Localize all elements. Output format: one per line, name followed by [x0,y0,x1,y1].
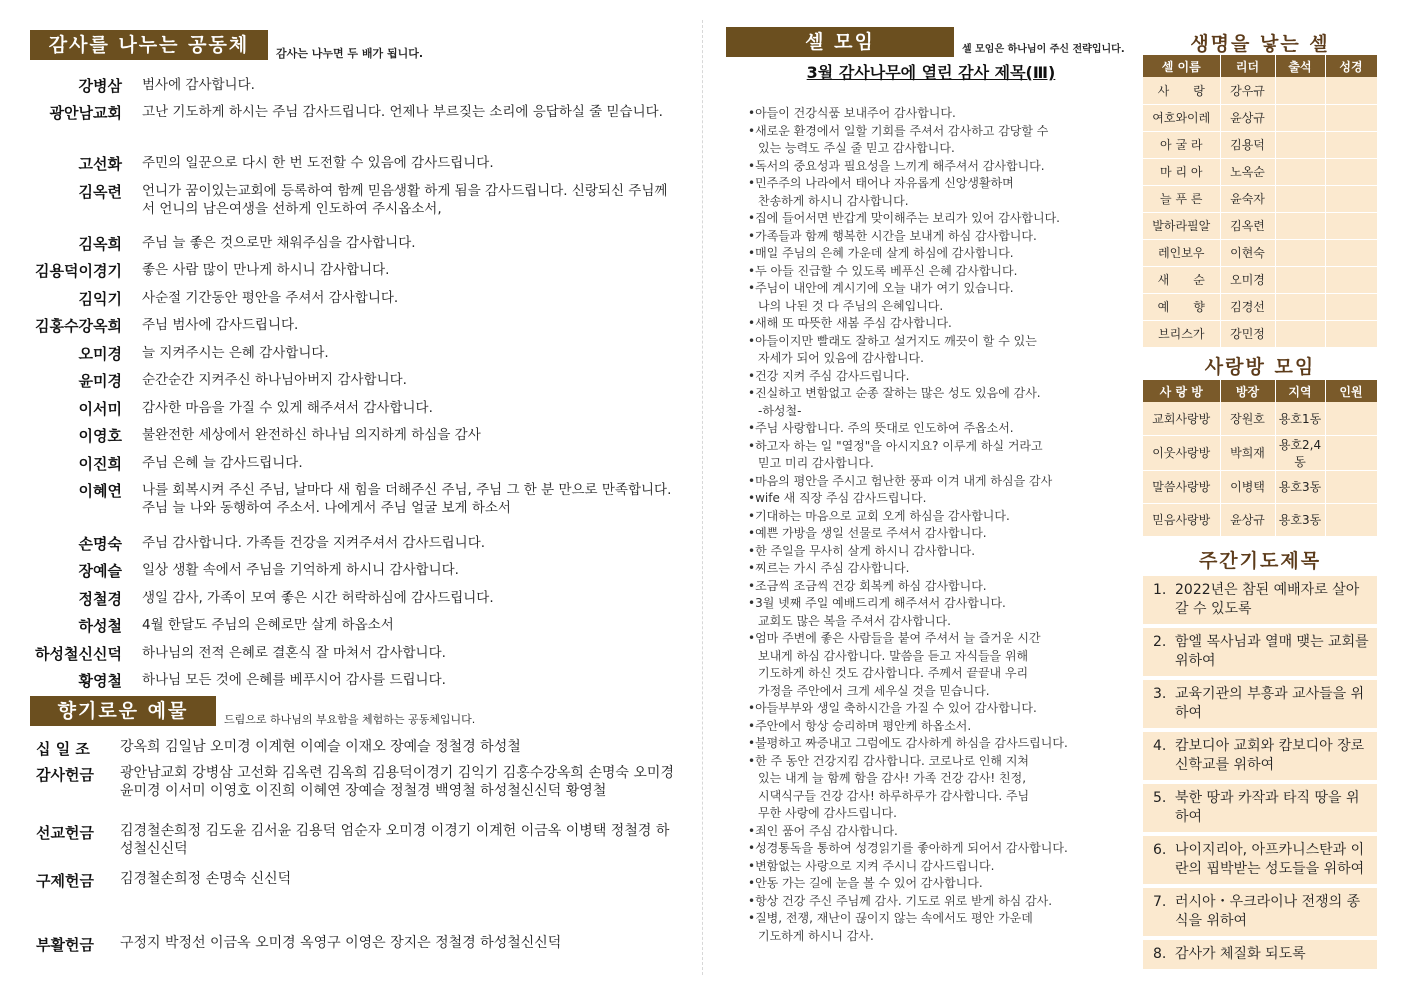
bullet-dot: • [748,526,756,540]
table-cell [1275,212,1325,239]
thanks-name: 강병삼 [78,77,122,95]
cell-thanks-item [748,840,1128,858]
table-cell: 믿음사랑방 [1143,503,1220,536]
cell-thanks-text: 조금씩 조금씩 건강 회복케 하심 감사합니다. [755,578,987,593]
bullet-dot: • [748,491,756,505]
table-cell [1325,435,1377,470]
cell-thanks-item [748,735,1128,753]
cell-thanks-text: wife 새 직장 주심 감사드립니다. [755,491,927,505]
table-cell: 김옥련 [1220,212,1275,239]
prayer-text: 북한 땅과 카작과 타직 땅을 위하여 [1175,790,1360,825]
cell-thanks-item [748,245,1128,263]
cell-thanks-text: 주님이 내안에 계시기에 오늘 내가 여기 있습니다. 나의 나된 것 다 주님의 은혜입니다. [755,281,1014,313]
table-header-cell: 리더 [1220,55,1275,77]
thanks-text: 사순절 기간동안 평안을 주셔서 감사합니다. [142,290,399,306]
bullet-dot: • [748,596,756,610]
prayer-number: 4. [1153,738,1167,754]
table-cell: 이병택 [1220,470,1275,503]
bullet-dot: • [748,578,756,593]
table-cell: 마 리 아 [1143,158,1220,185]
cell-thanks-text: 하고자 하는 일 "열정"을 아시지요? 이루게 하실 거라고 믿고 미리 감사합니다. [755,438,1043,470]
prayer-list [1143,576,1377,973]
offering-label: 부활헌금 [36,936,94,954]
cell-thanks-item [748,543,1128,561]
cell-thanks-item [748,595,1128,630]
cell-thanks-item [748,578,1128,596]
love-room-table [1143,380,1378,537]
bullet-dot: • [748,841,756,855]
prayer-text: 러시아・우크라이나 전쟁의 종식을 위하여 [1175,894,1361,929]
thanks-text: 일상 생활 속에서 주님을 기억하게 하시니 감사합니다. [142,562,459,578]
cell-thanks-text: 예쁜 가방을 생일 선물로 주셔서 감사합니다. [755,526,987,540]
cell-thanks-text: 가족들과 함께 행복한 시간을 보내게 하심 감사합니다. [755,228,1037,243]
cell-thanks-text: 마음의 평안을 주시고 험난한 풍파 이겨 내게 하심을 감사 [755,473,1053,488]
thanks-text: 주님 범사에 감사드립니다. [142,317,299,333]
life-cell-row [1143,77,1377,104]
life-cell-row [1143,212,1377,239]
cell-thanks-item [748,210,1128,228]
cell-thanks-item [748,858,1128,876]
table-cell: 새 순 [1143,266,1220,293]
cell-thanks-text: 질병, 전쟁, 재난이 끊이지 않는 속에서도 평안 가운데 기도하게 하시니 감사. [755,911,1033,943]
cell-thanks-text: 새로운 환경에서 일할 기회를 주셔서 감사하고 감당할 수 있는 능력도 주실 줄 믿고 감사합니다. [755,123,1049,155]
table-cell [1275,104,1325,131]
life-cell-header-row [1143,55,1377,77]
table-cell: 브리스가 [1143,320,1220,347]
cell-thanks-item [748,560,1128,578]
thanks-text: 늘 지켜주시는 은혜 감사합니다. [142,345,329,361]
cell-thanks-item [748,525,1128,543]
cell-thanks-item [748,175,1128,210]
cell-thanks-item [748,123,1128,158]
bullet-dot: • [748,158,756,173]
bullet-dot: • [748,333,756,348]
bullet-dot: • [748,736,756,750]
table-cell: 장원호 [1220,402,1275,435]
cell-thanks-item [748,875,1128,893]
prayer-number: 3. [1153,686,1167,702]
love-room-row [1143,435,1377,470]
thanks-text: 주님 늘 좋은 것으로만 채워주심을 감사합니다. [142,235,416,251]
thanks-text: 주님 감사합니다. 가족들 건강을 지켜주셔서 감사드립니다. [142,535,486,551]
thanks-name: 오미경 [78,345,122,363]
table-cell: 강우규 [1220,77,1275,104]
table-cell: 사 랑 [1143,77,1220,104]
cell-thanks-text: 변함없는 사랑으로 지켜 주시니 감사드립니다. [755,858,995,873]
prayer-number: 8. [1153,946,1167,962]
thanks-name: 하성철 [78,617,122,635]
table-cell: 예 향 [1143,293,1220,320]
bullet-dot: • [748,176,756,190]
thanks-name: 장예슬 [78,562,122,580]
bullet-dot: • [748,876,756,890]
offering-label: 선교헌금 [36,824,94,842]
prayer-text: 나이지리아, 아프카니스탄과 이란의 핍박받는 성도들을 위하여 [1175,842,1365,877]
offering-label: 구제헌금 [36,872,94,890]
table-cell: 이웃사랑방 [1143,435,1220,470]
love-room-header-row [1143,380,1377,402]
page-divider [702,20,703,975]
thanks-text: 4월 한달도 주님의 은혜로만 살게 하옵소서 [142,617,394,633]
prayer-item [1143,940,1377,969]
thanks-name: 손명숙 [78,535,122,553]
life-cell-row [1143,185,1377,212]
cell-thanks-text: 한 주일을 무사히 살게 하시니 감사합니다. [755,543,976,558]
cell-thanks-item [748,263,1128,281]
cell-thanks-text: 아들이지만 빨래도 잘하고 설거지도 깨끗이 할 수 있는 자세가 되어 있음에 감사합니다. [755,333,1037,365]
table-cell [1275,131,1325,158]
cell-thanks-item [748,438,1128,473]
table-header-cell: 성경 [1325,55,1377,77]
table-header-cell: 사 랑 방 [1143,380,1220,402]
cell-thanks-item [748,368,1128,386]
bullet-dot: • [748,858,756,873]
cell-thanks-text: 주안에서 항상 승리하며 평안케 하옵소서. [755,718,972,733]
cell-thanks-item [748,508,1128,526]
table-cell: 용호3동 [1275,470,1325,503]
life-cell-row [1143,239,1377,266]
bullet-dot: • [748,228,756,243]
table-cell: 김경선 [1220,293,1275,320]
cell-thanks-item [748,105,1128,123]
cell-thanks-text: 진실하고 변함없고 순종 잘하는 많은 성도 있음에 감사. -하성철- [755,386,1041,418]
thanks-name: 하성철신신덕 [35,645,122,663]
thanks-text: 언니가 꿈이있는교회에 등록하여 함께 믿음생활 하게 됨을 감사드립니다. 신랑되신 주님께서 언니의 남은여생을 선하게 인도하여 주시옵소서, [142,183,668,217]
table-cell: 레인보우 [1143,239,1220,266]
bullet-dot: • [748,123,756,138]
thanks-name: 김용덕이경기 [35,262,122,280]
table-cell [1275,185,1325,212]
bullet-dot: • [748,368,756,383]
table-header-cell: 인원 [1325,380,1377,402]
cell-thanks-text: 불평하고 짜증내고 그럼에도 감사하게 하심을 감사드립니다. [755,736,1068,750]
table-cell: 용호1동 [1275,402,1325,435]
cell-thanks-text: 항상 건강 주신 주님께 감사. 기도로 위로 받게 하심 감사. [755,893,1053,908]
cell-thanks-text: 건강 지켜 주심 감사드립니다. [755,368,910,383]
thanks-name: 이영호 [78,427,122,445]
prayer-item [1143,628,1377,676]
prayer-text: 캄보디아 교회와 캄보디아 장로신학교를 위하여 [1175,738,1365,773]
thanks-text: 주민의 일꾼으로 다시 한 번 도전할 수 있음에 감사드립니다. [142,155,494,171]
table-cell: 오미경 [1220,266,1275,293]
table-cell [1275,320,1325,347]
bullet-dot: • [748,211,756,225]
thanks-name: 이서미 [78,400,122,418]
prayer-item [1143,784,1377,832]
table-header-cell: 셀 이름 [1143,55,1220,77]
cell-thanks-item [748,910,1128,945]
thanks-text: 좋은 사람 많이 만나게 하시니 감사합니다. [142,262,390,278]
table-cell: 윤상규 [1220,503,1275,536]
thanks-text: 고난 기도하게 하시는 주님 감사드립니다. 언제나 부르짖는 소리에 응답하실 줄 믿습니다. [142,104,663,120]
table-cell: 늘 푸 른 [1143,185,1220,212]
cell-thanks-list [748,105,1128,945]
cell-thanks-text: 찌르는 가시 주심 감사합니다. [755,561,910,575]
prayer-number: 7. [1153,894,1167,910]
cell-thanks-text: 기대하는 마음으로 교회 오게 하심을 감사합니다. [755,508,1010,523]
prayer-text: 감사가 체질화 되도록 [1175,946,1306,962]
table-cell [1275,77,1325,104]
table-cell: 김용덕 [1220,131,1275,158]
offering-names: 광안남교회 강병삼 고선화 김옥련 김옥희 김용덕이경기 김익기 김홍수강옥희 손명숙 오미경 윤미경 이서미 이영호 이진희 이혜연 장예슬 정철경 백영철 하성철신신덕 황영철 [120,765,674,799]
cell-thanks-text: 아들부부와 생일 축하시간을 가질 수 있어 감사합니다. [755,701,1037,715]
bullet-dot: • [748,263,756,278]
thanks-name: 황영철 [78,672,122,690]
bullet-dot: • [748,753,756,768]
thanks-name: 고선화 [78,155,122,173]
table-cell [1325,158,1377,185]
thanks-name: 광안남교회 [49,104,122,122]
life-cell-row [1143,320,1377,347]
bullet-dot: • [748,438,756,453]
bullet-dot: • [748,911,756,925]
thanks-text: 주님 은혜 늘 감사드립니다. [142,455,303,471]
table-cell: 발하라필알 [1143,212,1220,239]
love-room-row [1143,402,1377,435]
life-cell-table [1143,55,1378,348]
table-cell [1325,185,1377,212]
prayer-item [1143,836,1377,884]
bullet-dot: • [748,421,756,435]
table-cell: 윤숙자 [1220,185,1275,212]
cell-thanks-text: 독서의 중요성과 필요성을 느끼게 해주셔서 감사합니다. [755,158,1045,173]
cell-thanks-text: 안동 가는 길에 눈을 볼 수 있어 감사합니다. [755,876,983,890]
thanks-name: 김옥련 [78,183,122,201]
cell-thanks-text: 민주주의 나라에서 태어나 자유롭게 신앙생활하며 찬송하게 하시니 감사합니다. [755,176,1014,208]
cell-section-subtitle: 셀 모임은 하나님이 주신 전략입니다. [962,44,1125,55]
table-header-cell: 지역 [1275,380,1325,402]
thanks-section-subtitle: 감사는 나누면 두 배가 됩니다. [276,47,424,60]
bullet-dot: • [748,701,756,715]
cell-thanks-item [748,630,1128,700]
thanks-text: 나를 회복시켜 주신 주님, 날마다 새 힘을 더해주신 주님, 주님 그 한 분 만으로 만족합니다. 주님 늘 나와 동행하여 주소서. 나에게서 주님 얼굴 보게 하소서 [142,482,672,516]
cell-thanks-text: 새해 또 따뜻한 새봄 주심 감사합니다. [755,316,952,330]
thanks-name: 김홍수강옥희 [35,317,122,335]
bullet-dot: • [748,718,756,733]
table-cell [1325,77,1377,104]
thanks-section-title: 감사를 나누는 공동체 [30,30,268,60]
life-cell-row [1143,266,1377,293]
bullet-dot: • [748,473,756,488]
cell-thanks-item [748,420,1128,438]
table-cell [1275,239,1325,266]
life-cell-title: 생명을 낳는 셀 [1190,33,1330,55]
bullet-dot: • [748,386,756,400]
table-cell: 용호3동 [1275,503,1325,536]
cell-thanks-item [748,473,1128,491]
table-cell [1325,212,1377,239]
cell-thanks-text: 한 주 동안 건강지킴 감사합니다. 코로나로 인해 지쳐 있는 내게 늘 함께 함을 감사! 가족 건강 감사! 친정, 시댁식구들 건강 감사! 하루하루가 감사합니다. 주님 무한 사랑에 감사드립니다. [755,753,1030,820]
table-header-cell: 출석 [1275,55,1325,77]
prayer-number: 2. [1153,634,1167,650]
table-cell [1325,293,1377,320]
table-cell [1325,104,1377,131]
table-cell [1275,266,1325,293]
offering-names: 구정지 박정선 이금옥 오미경 옥영구 이영은 장지은 정철경 하성철신신덕 [120,935,562,951]
cell-thanks-text: 성경통독을 통하여 성경읽기를 좋아하게 되어서 감사합니다. [755,841,1068,855]
bullet-dot: • [748,561,756,575]
life-cell-row [1143,104,1377,131]
life-cell-row [1143,158,1377,185]
prayer-item [1143,732,1377,780]
offering-names: 김경철손희정 손명숙 신신덕 [120,871,292,887]
cell-thanks-item [748,385,1128,420]
cell-thanks-item [748,158,1128,176]
table-cell: 말씀사랑방 [1143,470,1220,503]
table-cell [1325,320,1377,347]
table-cell: 이현숙 [1220,239,1275,266]
bullet-dot: • [748,281,756,295]
offering-names: 강옥희 김일남 오미경 이계현 이예슬 이재오 장예슬 정철경 하성철 [120,739,521,755]
cell-thanks-item [748,490,1128,508]
table-cell: 윤상규 [1220,104,1275,131]
cell-thanks-text: 죄인 품어 주심 감사합니다. [755,823,898,838]
bullet-dot: • [748,631,756,645]
cell-thanks-text: 집에 들어서면 반갑게 맞이해주는 보리가 있어 감사합니다. [755,211,1060,225]
offering-label: 감사헌금 [36,766,94,784]
table-header-cell: 방장 [1220,380,1275,402]
table-cell [1325,131,1377,158]
thanks-text: 감사한 마음을 가질 수 있게 해주셔서 감사합니다. [142,400,433,416]
cell-thanks-item [748,333,1128,368]
prayer-text: 교육기관의 부흥과 교사들을 위하여 [1175,686,1365,721]
prayer-item [1143,888,1377,936]
cell-thanks-item [748,700,1128,718]
cell-thanks-text: 주님 사랑합니다. 주의 뜻대로 인도하여 주옵소서. [755,421,1014,435]
cell-thanks-item [748,228,1128,246]
table-cell [1275,158,1325,185]
table-cell [1325,402,1377,435]
table-cell: 박희재 [1220,435,1275,470]
table-cell: 강민정 [1220,320,1275,347]
thanks-name: 김익기 [78,290,122,308]
thanks-text: 생일 감사, 가족이 모여 좋은 시간 허락하심에 감사드립니다. [142,590,494,606]
bullet-dot: • [748,246,756,260]
thanks-text: 순간순간 지켜주신 하나님아버지 감사합니다. [142,372,407,388]
prayer-number: 1. [1153,582,1167,598]
bullet-dot: • [748,823,756,838]
thanks-name: 정철경 [78,590,122,608]
prayer-number: 6. [1153,842,1167,858]
thanks-name: 윤미경 [78,372,122,390]
thanks-text: 하나님의 전적 은혜로 결혼식 잘 마쳐서 감사합니다. [142,645,446,661]
offering-section-subtitle: 드림으로 하나님의 부요함을 체험하는 공동체입니다. [224,713,476,726]
prayer-text: 2022년은 참된 예배자로 살아갈 수 있도록 [1175,582,1360,617]
cell-heading: 3월 감사나무에 열린 감사 제목(Ⅲ) [806,63,1056,82]
thanks-text: 불완전한 세상에서 완전하신 하나님 의지하게 하심을 감사 [142,427,481,443]
cell-thanks-item [748,315,1128,333]
bullet-dot: • [748,508,756,523]
table-cell: 여호와이레 [1143,104,1220,131]
cell-thanks-text: 아들이 건강식품 보내주어 감사합니다. [755,106,956,120]
thanks-text: 하나님 모든 것에 은혜를 베푸시어 감사를 드립니다. [142,672,446,688]
table-cell [1275,293,1325,320]
cell-thanks-text: 엄마 주변에 좋은 사람들을 붙여 주셔서 늘 즐거운 시간 보내게 하심 감사합니다. 말씀을 듣고 자식들을 위해 기도하게 하신 것도 감사합니다. 주께서 끝끝내 우리 가정을 주안에서 크게 세우실 것을 믿습니다. [755,631,1041,698]
cell-thanks-item [748,718,1128,736]
table-cell [1325,503,1377,536]
bullet-dot: • [748,543,756,558]
table-cell: 노옥순 [1220,158,1275,185]
thanks-name: 김옥희 [78,235,122,253]
cell-thanks-text: 매일 주님의 은혜 가운데 살게 하심에 감사합니다. [755,246,1014,260]
table-cell [1325,266,1377,293]
cell-section-title: 셀 모임 [726,27,954,57]
bullet-dot: • [748,316,756,330]
thanks-name: 이혜연 [78,482,122,500]
prayer-title: 주간기도제목 [1198,550,1322,572]
cell-thanks-item [748,823,1128,841]
love-room-row [1143,503,1377,536]
table-cell [1325,470,1377,503]
prayer-item [1143,576,1377,624]
thanks-name: 이진희 [78,455,122,473]
table-cell: 용호2,4동 [1275,435,1325,470]
bullet-dot: • [748,106,756,120]
life-cell-row [1143,131,1377,158]
prayer-number: 5. [1153,790,1167,806]
table-cell [1325,239,1377,266]
offering-names: 김경철손희정 김도윤 김서윤 김용덕 엄순자 오미경 이경기 이계헌 이금옥 이병택 정철경 하성철신신덕 [120,823,670,857]
cell-thanks-text: 3월 넷째 주일 예배드리게 해주셔서 감사합니다. 교회도 많은 복을 주셔서 감사합니다. [755,596,1006,628]
cell-thanks-item [748,753,1128,823]
table-cell: 교회사랑방 [1143,402,1220,435]
prayer-text: 함엘 목사님과 열매 맺는 교회를 위하여 [1175,634,1369,669]
life-cell-row [1143,293,1377,320]
cell-thanks-item [748,893,1128,911]
table-cell: 아 굴 라 [1143,131,1220,158]
love-room-title: 사랑방 모임 [1204,356,1316,378]
bullet-dot: • [748,893,756,908]
love-room-row [1143,470,1377,503]
offering-label: 십 일 조 [36,740,90,758]
cell-thanks-text: 두 아들 진급할 수 있도록 베푸신 은혜 감사합니다. [755,263,1018,278]
cell-thanks-item [748,280,1128,315]
thanks-text: 범사에 감사합니다. [142,77,255,93]
prayer-item [1143,680,1377,728]
offering-section-title: 향기로운 예물 [30,696,216,726]
